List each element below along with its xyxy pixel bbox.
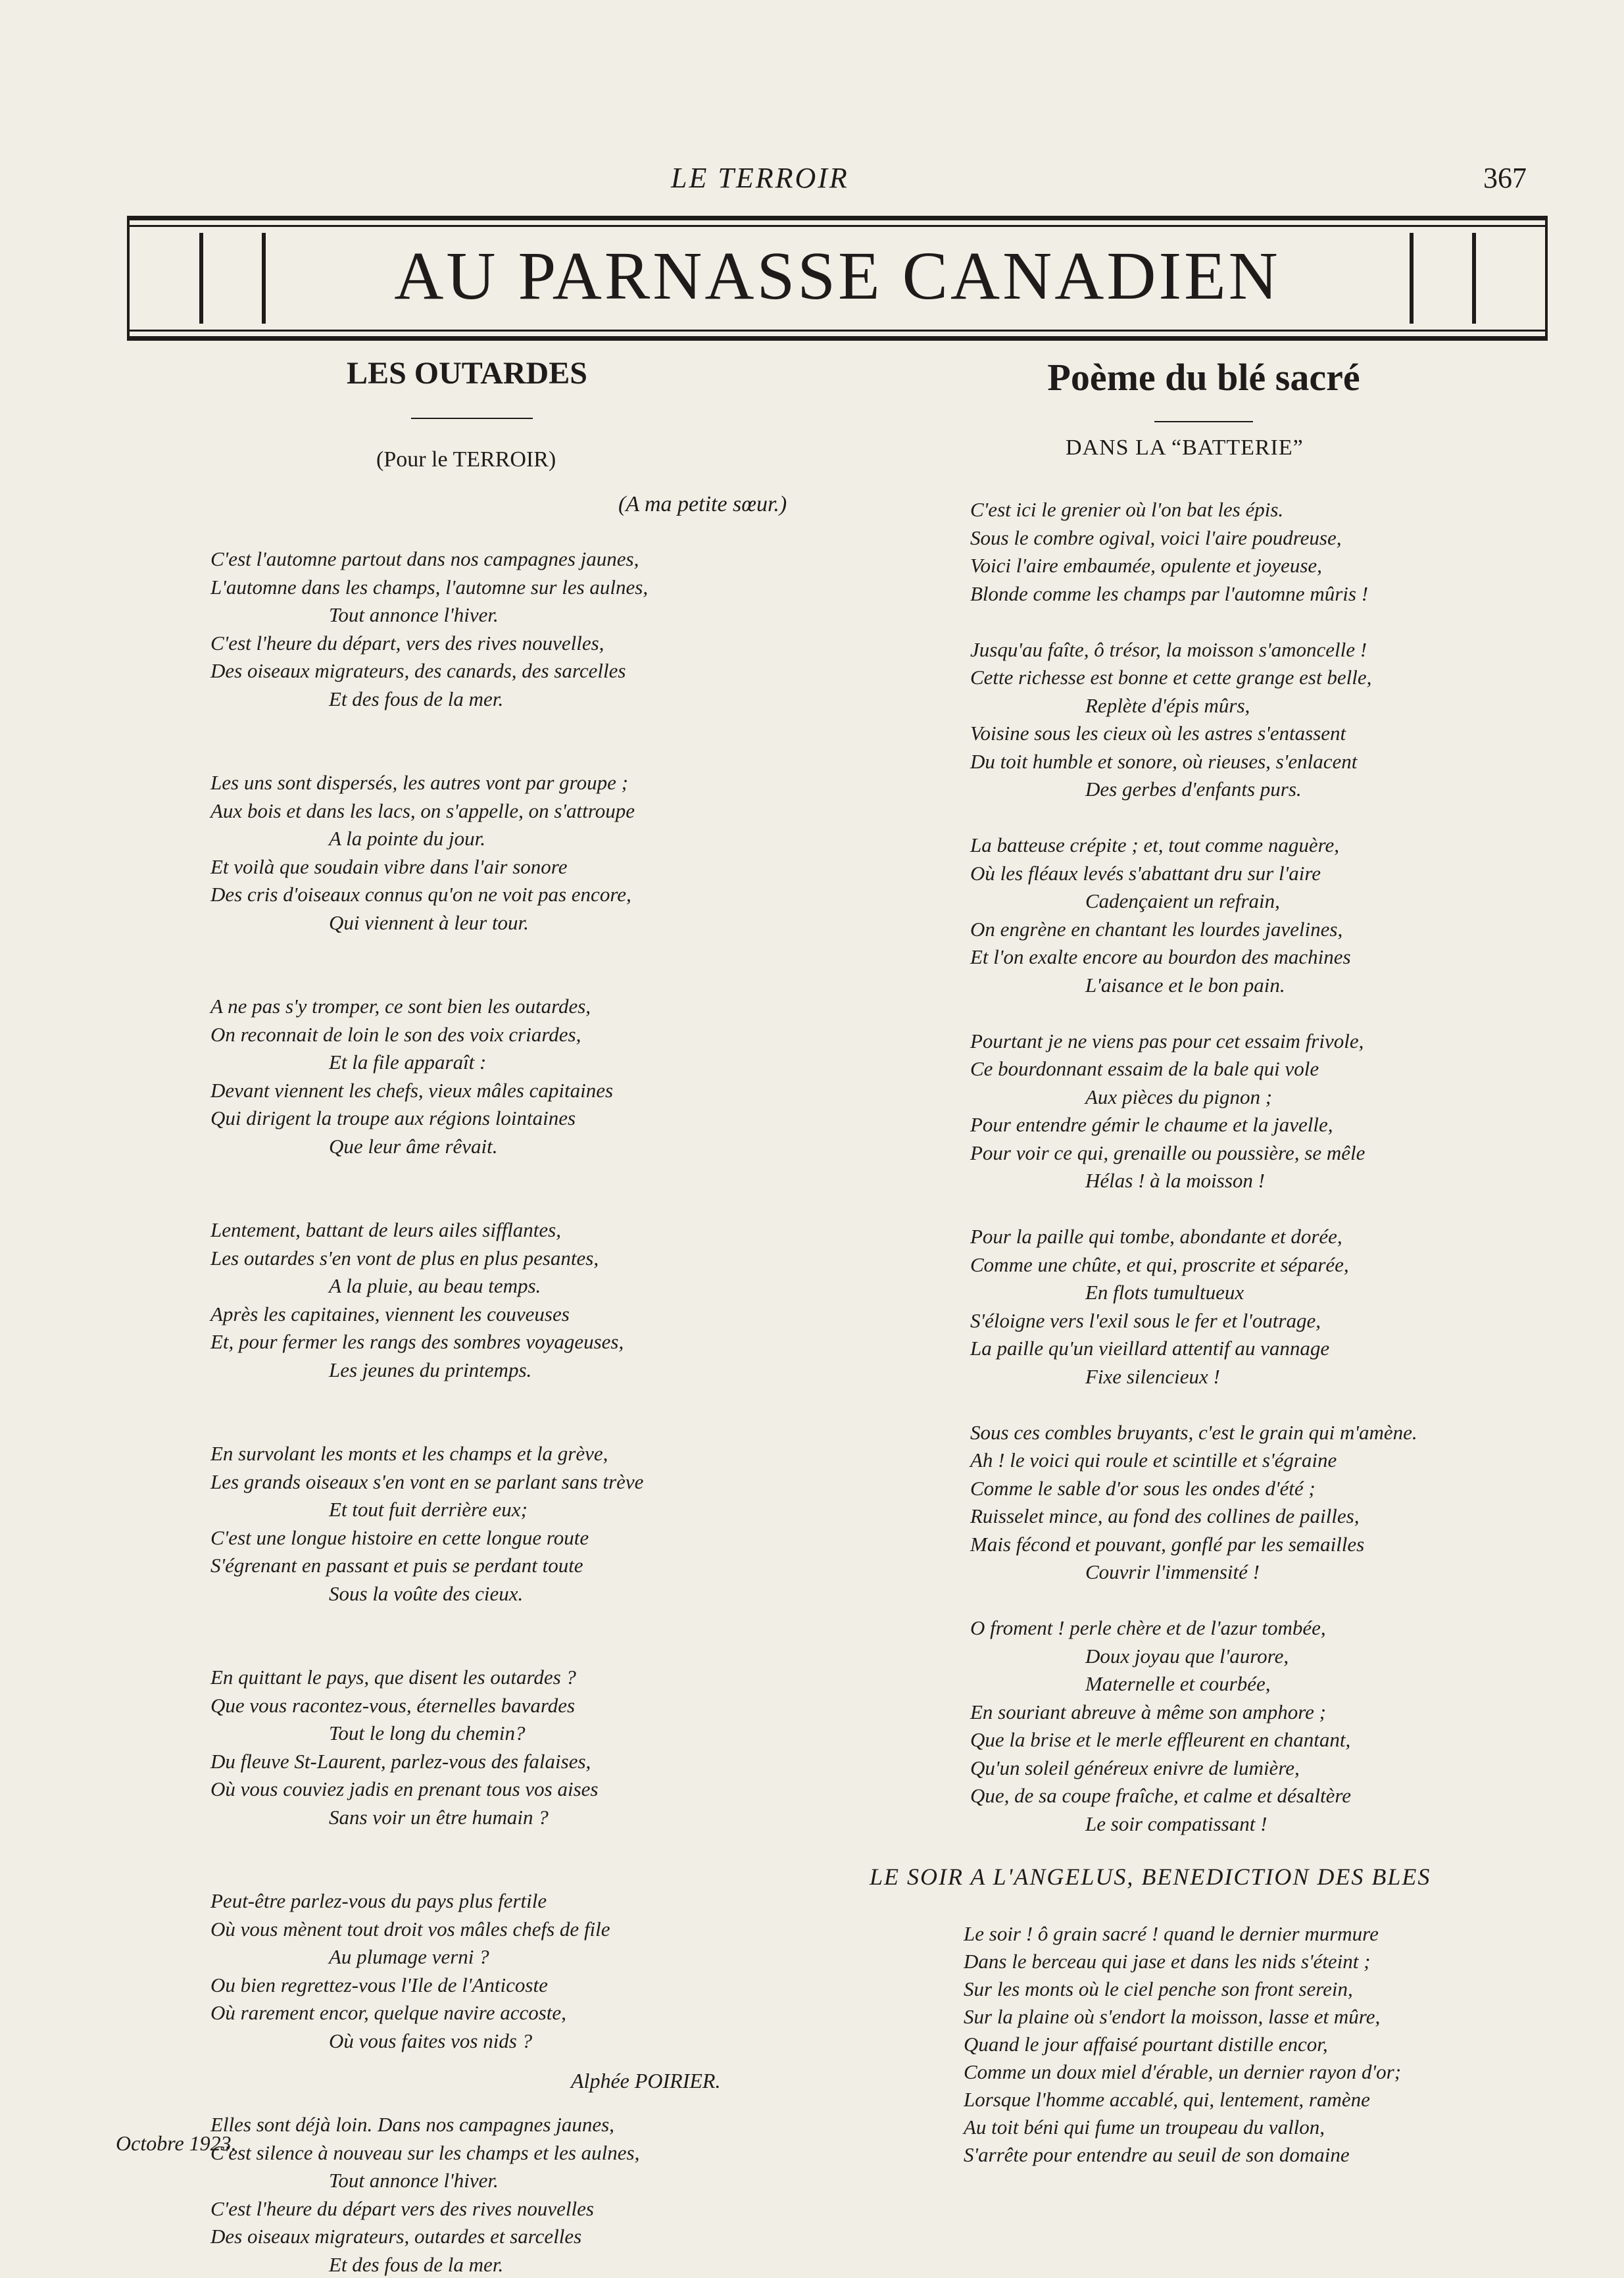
verse-line: Aux pièces du pignon ; [1085,1085,1273,1108]
verse-line: Pour voir ce qui, grenaille ou poussière, se mêle [970,1141,1366,1164]
verse-line: O froment ! perle chère et de l'azur tombée, [970,1616,1326,1639]
verse-line: S'éloigne vers l'exil sous le fer et l'outrage, [970,1308,1321,1332]
verse-line: S'égrenant en passant et puis se perdant toute [210,1554,583,1577]
running-title: LE TERROIR [671,162,849,194]
verse-line: Qui dirigent la troupe aux régions lointaines [210,1106,576,1129]
verse-line: Ce bourdonnant essaim de la bale qui vole [970,1057,1319,1080]
section-heading: LE SOIR A L'ANGELUS, BENEDICTION DES BLES [870,1864,1431,1890]
verse-line: Cette richesse est bonne et cette grange est belle, [970,666,1372,689]
verse-line: Pour entendre gémir le chaume et la javelle, [970,1113,1333,1136]
verse-line: Où rarement encor, quelque navire accoste, [210,2001,566,2024]
verse-line: Dans le berceau qui jase et dans les nids s'éteint ; [964,1950,1371,1973]
verse-line: Le soir compatissant ! [1085,1812,1267,1835]
verse-line: A la pluie, au beau temps. [329,1274,541,1297]
verse-line: Que leur âme rêvait. [329,1134,498,1158]
verse-line: Quand le jour affaisé pourtant distille encor, [964,2033,1328,2056]
poem-title-left: LES OUTARDES [347,356,587,391]
verse-line: Pourtant je ne viens pas pour cet essaim frivole, [970,1029,1364,1052]
verse-line: Fixe silencieux ! [1085,1364,1220,1388]
verse-line: Doux joyau que l'aurore, [1085,1644,1289,1668]
verse-line: Que la brise et le merle effleurent en chantant, [970,1728,1351,1751]
verse-line: Et des fous de la mer. [329,2252,504,2276]
verse-line: L'aisance et le bon pain. [1085,973,1285,997]
verse-line: Voici l'aire embaumée, opulente et joyeuse, [970,554,1322,577]
verse-line: Hélas ! à la moisson ! [1085,1169,1265,1192]
verse-line: Et voilà que soudain vibre dans l'air sonore [210,854,568,878]
verse-line: C'est ici le grenier où l'on bat les épis. [970,498,1284,521]
signature: Alphée POIRIER. [571,2069,721,2092]
verse-line: Aux bois et dans les lacs, on s'appelle, on s'attroupe [210,799,635,822]
verse-line: Jusqu'au faîte, ô trésor, la moisson s'amoncelle ! [970,637,1367,661]
verse-line: Tout le long du chemin? [329,1721,526,1745]
verse-line: Du fleuve St-Laurent, parlez-vous des falaises, [210,1749,591,1773]
verse-line: Devant viennent les chefs, vieux mâles capitaines [210,1078,614,1102]
verse-line: Après les capitaines, viennent les couveuses [210,1302,570,1325]
verse-line: Elles sont déjà loin. Dans nos campagnes jaunes, [210,2113,614,2136]
verse-line: La paille qu'un vieillard attentif au vannage [970,1337,1330,1360]
verse-line: Cadençaient un refrain, [1085,889,1280,912]
for-note: (Pour le TERROIR) [376,447,556,472]
title-rule-left [411,418,533,419]
verse-line: En survolant les monts et les champs et la grève, [210,1442,608,1465]
verse-line: Sous la voûte des cieux. [329,1581,524,1605]
verse-line: Couvrir l'immensité ! [1085,1560,1260,1583]
verse-line: Et, pour fermer les rangs des sombres voyageuses, [210,1330,624,1353]
verse-line: Voisine sous les cieux où les astres s'entassent [970,722,1346,745]
verse-line: Sur les monts où le ciel penche son front serein, [964,1977,1353,2000]
verse-line: La batteuse crépite ; et, tout comme naguère, [970,833,1340,856]
verse-line: A la pointe du jour. [329,827,485,850]
page-number: 367 [1483,162,1527,194]
verse-line: Des oiseaux migrateurs, outardes et sarcelles [210,2225,582,2248]
verse-line: Au plumage verni ? [329,1945,489,1968]
banner-title: AU PARNASSE CANADIEN [394,238,1281,314]
verse-line: Replète d'épis mûrs, [1085,693,1250,717]
verse-line: Comme le sable d'or sous les ondes d'été ; [970,1476,1316,1500]
verse-line: Ou bien regrettez-vous l'Ile de l'Anticoste [210,1973,548,1996]
verse-line: Où vous couviez jadis en prenant tous vos aises [210,1777,599,1800]
verse-line: Tout annonce l'hiver. [329,603,499,626]
verse-line: Sans voir un être humain ? [329,1805,549,1829]
verse-line: Où les fléaux levés s'abattant dru sur l'aire [970,861,1321,885]
section-banner [127,216,1548,341]
verse-line: A ne pas s'y tromper, ce sont bien les outardes, [210,995,591,1018]
verse-line: On engrène en chantant les lourdes javelines, [970,917,1343,941]
verse-line: C'est une longue histoire en cette longue route [210,1525,589,1549]
verse-line: Tout annonce l'hiver. [329,2169,499,2192]
verse-line: Qu'un soleil généreux enivre de lumière, [970,1756,1300,1779]
verse-line: Et des fous de la mer. [329,687,504,710]
verse-line: Sous ces combles bruyants, c'est le grain qui m'amène. [970,1420,1417,1444]
verse-line: Les uns sont dispersés, les autres vont par groupe ; [210,771,628,794]
verse-line: Comme un doux miel d'érable, un dernier rayon d'or; [964,2060,1402,2083]
verse-line: Au toit béni qui fume un troupeau du vallon, [964,2116,1325,2139]
verse-line: Pour la paille qui tombe, abondante et dorée, [970,1225,1342,1248]
verse-line: Ah ! le voici qui roule et scintille et s'égraine [970,1449,1337,1472]
poem-title-right: Poème du blé sacré [1047,356,1360,399]
verse-line: S'arrête pour entendre au seuil de son domaine [964,2143,1350,2166]
verse-line: C'est l'heure du départ, vers des rives nouvelles, [210,631,604,655]
verse-line: Lentement, battant de leurs ailes sifflantes, [210,1218,561,1241]
verse-line: Des gerbes d'enfants purs. [1085,778,1302,801]
verse-line: En souriant abreuve à même son amphore ; [970,1700,1326,1723]
verse-line: Les jeunes du printemps. [329,1358,532,1381]
verse-line: Du toit humble et sonore, où rieuses, s'enlacent [970,749,1358,773]
verse-line: Ruisselet mince, au fond des collines de pailles, [970,1504,1360,1527]
verse-line: Où vous faites vos nids ? [329,2029,533,2052]
verse-line: Les outardes s'en vont de plus en plus pesantes, [210,1246,599,1270]
verse-line: Lorsque l'homme accablé, qui, lentement, ramène [964,2088,1370,2111]
verse-line: Sous le combre ogival, voici l'aire poudreuse, [970,526,1342,549]
verse-line: L'automne dans les champs, l'automne sur les aulnes, [210,575,649,599]
verse-line: Et l'on exalte encore au bourdon des machines [970,945,1351,968]
verse-line: Et tout fuit derrière eux; [329,1498,528,1521]
verse-line: Mais fécond et pouvant, gonflé par les semailles [970,1532,1365,1556]
verse-line: En flots tumultueux [1085,1281,1244,1304]
dedication: (A ma petite sœur.) [618,492,787,516]
verse-line: Qui viennent à leur tour. [329,910,529,934]
verse-line: En quittant le pays, que disent les outardes ? [210,1666,576,1689]
verse-line: Les grands oiseaux s'en vont en se parlant sans trève [210,1470,644,1493]
verse-line: Que vous racontez-vous, éternelles bavardes [210,1693,576,1717]
verse-line: Peut-être parlez-vous du pays plus fertile [210,1889,547,1912]
verse-line: Et la file apparaît : [329,1051,487,1074]
title-rule-right [1154,421,1253,422]
verse-line: Des cris d'oiseaux connus qu'on ne voit pas encore, [210,883,631,906]
verse-line: Où vous mènent tout droit vos mâles chefs de file [210,1917,610,1941]
verse-line: C'est l'heure du départ vers des rives nouvelles [210,2196,594,2220]
verse-line: Maternelle et courbée, [1085,1672,1271,1695]
verse-line: Des oiseaux migrateurs, des canards, des sarcelles [210,659,626,682]
verse-line: Le soir ! ô grain sacré ! quand le dernier murmure [964,1922,1379,1945]
verse-line: Comme une chûte, et qui, proscrite et séparée, [970,1252,1349,1276]
poem-subtitle: DANS LA “BATTERIE” [1066,435,1304,460]
verse-line: Sur la plaine où s'endort la moisson, lasse et mûre, [964,2005,1381,2028]
date: Octobre 1923. [116,2131,237,2155]
verse-line: C'est silence à nouveau sur les champs et les aulnes, [210,2141,640,2164]
verse-line: C'est l'automne partout dans nos campagnes jaunes, [210,547,639,570]
verse-line: Blonde comme les champs par l'automne mûris ! [970,582,1369,605]
verse-line: On reconnait de loin le son des voix criardes, [210,1022,581,1046]
verse-line: Que, de sa coupe fraîche, et calme et désaltère [970,1784,1352,1807]
